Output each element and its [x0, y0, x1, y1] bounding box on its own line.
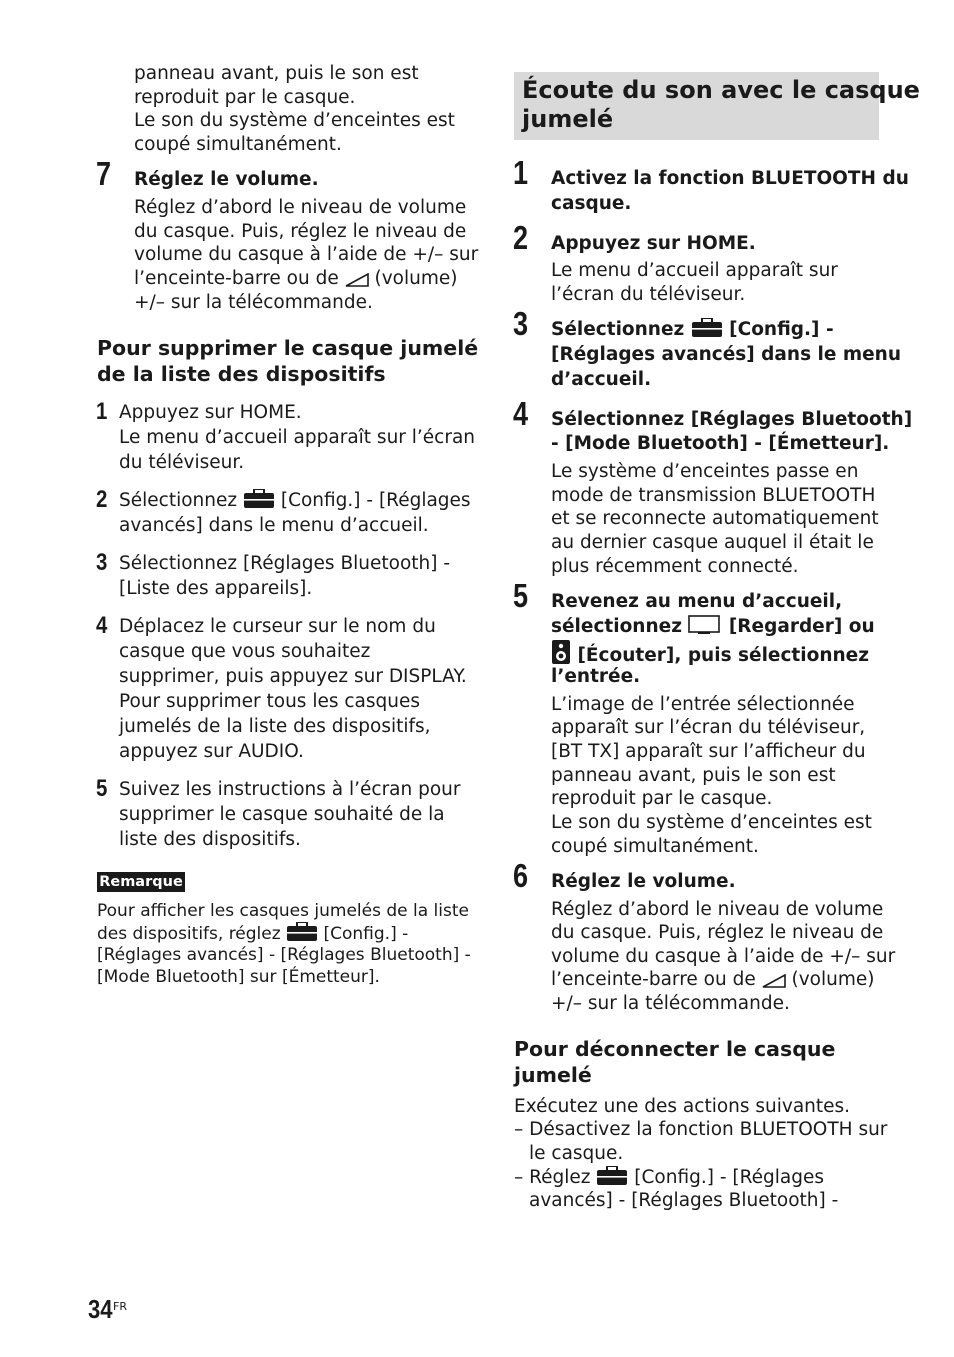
step-text: [BT TX] apparaît sur l’afficheur du — [551, 741, 866, 762]
speaker-icon — [551, 640, 571, 664]
continued-text: reproduit par le casque. — [134, 87, 356, 108]
step-text: liste des dispositifs. — [119, 829, 301, 850]
bullet-item: le casque. — [529, 1143, 624, 1164]
step-number: 3 — [513, 305, 529, 342]
step-text: Appuyez sur HOME. — [119, 402, 302, 423]
note-badge: Remarque — [97, 872, 185, 892]
step-title-part: [Écouter], puis sélectionnez — [571, 645, 869, 666]
subheading: jumelé — [514, 1063, 592, 1087]
step-text: du casque. Puis, réglez le niveau de — [551, 922, 884, 943]
step-text: volume du casque à l’aide de +/– sur — [551, 946, 896, 967]
step-text: casque que vous souhaitez — [119, 641, 371, 662]
step-text: Le son du système d’enceintes est — [551, 812, 872, 833]
step-number: 4 — [96, 612, 108, 639]
step-text: L’image de l’entrée sélectionnée — [551, 694, 855, 715]
bullet-text-part: – Réglez — [514, 1167, 597, 1188]
step-text: du téléviseur. — [119, 452, 245, 473]
step-number: 1 — [513, 154, 529, 191]
bullet-item — [514, 1166, 824, 1190]
note-text-part: [Config.] - — [318, 924, 409, 944]
step-text: Le menu d’accueil apparaît sur l’écran — [119, 427, 476, 448]
toolbox-icon — [243, 489, 275, 509]
continued-text: panneau avant, puis le son est — [134, 63, 419, 84]
step-title: Revenez au menu d’accueil, — [551, 591, 843, 612]
page-language: FR — [113, 1300, 127, 1313]
step-title-part: Sélectionnez — [551, 319, 691, 340]
step-text: +/– sur la télécommande. — [551, 993, 790, 1014]
step-text: Réglez d’abord le niveau de volume — [134, 197, 467, 218]
note-text: [Mode Bluetooth] sur [Émetteur]. — [97, 967, 380, 987]
step-number: 1 — [96, 398, 108, 425]
toolbox-icon — [596, 1166, 628, 1186]
step-number: 6 — [513, 857, 529, 894]
step-number: 5 — [513, 577, 529, 614]
step-text-part: [Config.] - [Réglages — [274, 490, 471, 511]
step-title: d’accueil. — [551, 369, 652, 390]
step-title: [Réglages avancés] dans le menu — [551, 344, 902, 365]
step-number: 3 — [96, 549, 108, 576]
step-number: 2 — [513, 219, 529, 256]
step-text: plus récemment connecté. — [551, 556, 799, 577]
step-text-part: l’enceinte-barre ou de — [134, 268, 345, 289]
step-text: l’écran du téléviseur. — [551, 284, 746, 305]
step-text-part: (volume) — [785, 969, 875, 990]
step-title: Réglez le volume. — [551, 871, 736, 892]
step-text: reproduit par le casque. — [551, 788, 773, 809]
step-text-part: Sélectionnez — [119, 490, 243, 511]
note-text: [Réglages avancés] - [Réglages Bluetooth] - — [97, 945, 471, 965]
step-title: Réglez le volume. — [134, 169, 319, 190]
bullet-item: – Désactivez la fonction BLUETOOTH sur — [514, 1119, 888, 1140]
note-text-part: des dispositifs, réglez — [97, 924, 287, 944]
step-text: [Liste des appareils]. — [119, 578, 313, 599]
step-number: 4 — [513, 395, 529, 432]
step-title: Activez la fonction BLUETOOTH du — [551, 168, 909, 189]
continued-text: Le son du système d’enceintes est — [134, 110, 455, 131]
step-text: panneau avant, puis le son est — [551, 765, 836, 786]
step-text — [551, 968, 874, 992]
step-text: Sélectionnez [Réglages Bluetooth] - — [119, 553, 451, 574]
step-text: supprimer, puis appuyez sur DISPLAY. — [119, 666, 467, 687]
step-text: coupé simultanément. — [551, 836, 759, 857]
section-heading-line: Écoute du son avec le casque — [522, 76, 920, 104]
volume-icon — [762, 974, 786, 988]
step-title — [551, 615, 875, 639]
bullet-text-part: [Config.] - [Réglages — [628, 1167, 825, 1188]
note-text: Pour afficher les casques jumelés de la liste — [97, 901, 469, 921]
step-text: volume du casque à l’aide de +/– sur — [134, 244, 479, 265]
tv-icon — [688, 615, 722, 635]
step-text-part: (volume) — [368, 268, 458, 289]
volume-icon — [345, 273, 369, 287]
toolbox-icon — [691, 318, 723, 338]
step-title: Appuyez sur HOME. — [551, 233, 756, 254]
step-text-part: l’enceinte-barre ou de — [551, 969, 762, 990]
step-title: - [Mode Bluetooth] - [Émetteur]. — [551, 433, 890, 454]
step-text: apparaît sur l’écran du téléviseur, — [551, 717, 866, 738]
step-title-part: [Regarder] ou — [722, 616, 875, 637]
bullet-item: avancés] - [Réglages Bluetooth] - — [529, 1190, 839, 1211]
step-title: l’entrée. — [551, 666, 641, 687]
step-title: Sélectionnez [Réglages Bluetooth] — [551, 409, 913, 430]
step-text: supprimer le casque souhaité de la — [119, 804, 445, 825]
step-text: avancés] dans le menu d’accueil. — [119, 515, 429, 536]
step-text: +/– sur la télécommande. — [134, 292, 373, 313]
step-number: 2 — [96, 486, 108, 513]
step-text: Déplacez le curseur sur le nom du — [119, 616, 436, 637]
step-title-part: [Config.] - — [722, 319, 834, 340]
subheading: Pour supprimer le casque jumelé — [97, 336, 479, 360]
subheading: Pour déconnecter le casque — [514, 1037, 836, 1061]
continued-text: coupé simultanément. — [134, 134, 342, 155]
step-text: appuyez sur AUDIO. — [119, 741, 304, 762]
step-text: Le menu d’accueil apparaît sur — [551, 260, 838, 281]
step-number: 5 — [96, 775, 108, 802]
section-heading — [514, 72, 920, 140]
subheading: de la liste des dispositifs — [97, 362, 386, 386]
toolbox-icon — [286, 922, 318, 942]
step-text: Pour supprimer tous les casques — [119, 691, 421, 712]
page-number: 34 — [88, 1294, 113, 1324]
section-heading-line: jumelé — [522, 105, 614, 133]
step-title — [551, 640, 869, 668]
step-text — [134, 267, 457, 291]
step-text: du casque. Puis, réglez le niveau de — [134, 221, 467, 242]
step-number: 7 — [96, 155, 112, 192]
step-text: Réglez d’abord le niveau de volume — [551, 899, 884, 920]
step-title: casque. — [551, 193, 632, 214]
intro-text: Exécutez une des actions suivantes. — [514, 1096, 851, 1117]
step-title — [551, 318, 834, 342]
step-text: mode de transmission BLUETOOTH — [551, 485, 876, 506]
step-text: et se reconnecte automatiquement — [551, 508, 879, 529]
step-text: jumelés de la liste des dispositifs, — [119, 716, 431, 737]
step-text: Le système d’enceintes passe en — [551, 461, 859, 482]
step-text — [119, 489, 471, 513]
note-text — [97, 922, 408, 945]
step-title-part: sélectionnez — [551, 616, 689, 637]
step-text: au dernier casque auquel il était le — [551, 532, 874, 553]
step-text: Suivez les instructions à l’écran pour — [119, 779, 461, 800]
